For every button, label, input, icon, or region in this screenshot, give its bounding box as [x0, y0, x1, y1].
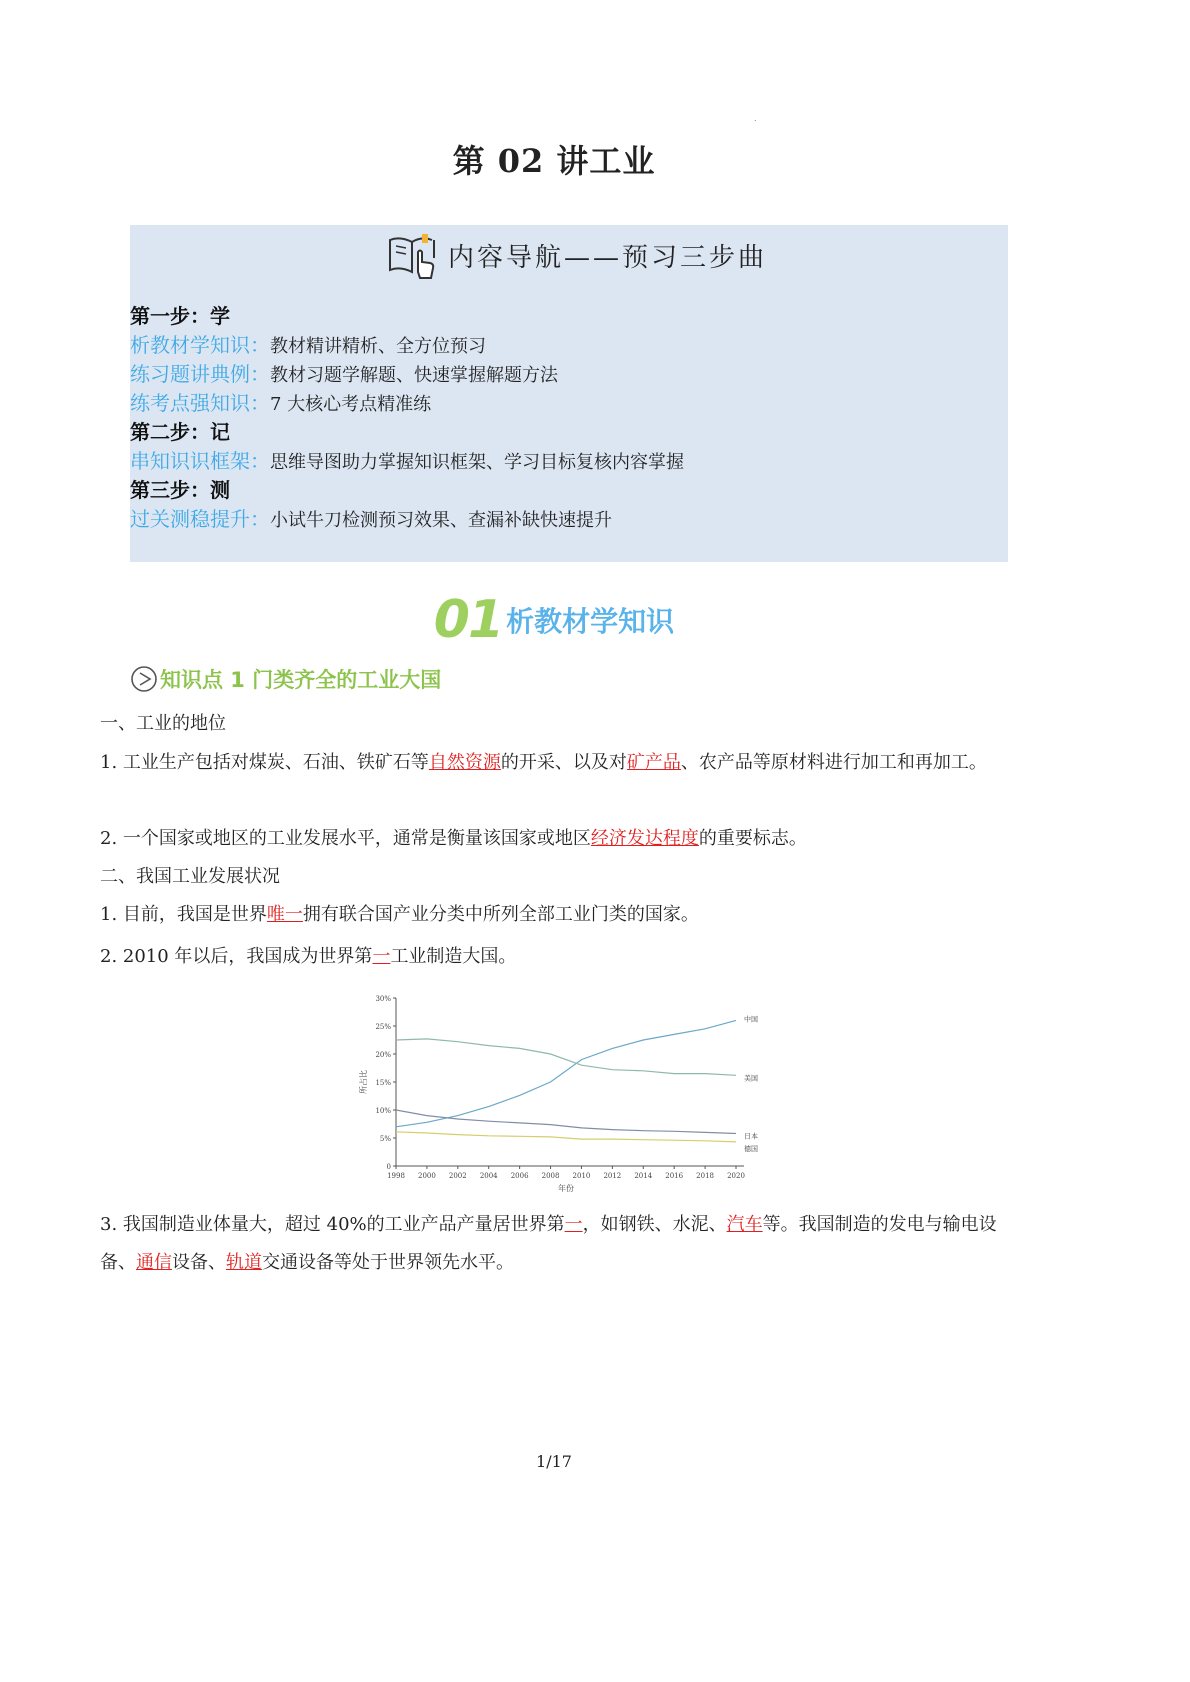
- x-tick-label: 2000: [417, 1172, 436, 1180]
- paragraph-1: 1. 工业生产包括对煤炭、石油、铁矿石等自然资源的开采、以及对矿产品、农产品等原材料进行加工和再加工。: [100, 752, 987, 773]
- series-label: 中国: [744, 1015, 758, 1024]
- paragraph-4: 2. 2010 年以后，我国成为世界第一工业制造大国。: [100, 946, 517, 967]
- page-number: 1/17: [536, 1452, 572, 1471]
- manufacturing-share-chart: [352, 990, 762, 1195]
- series-label: 日本: [744, 1132, 758, 1141]
- paragraph-5: 3. 我国制造业体量大，超过 40%的工业产品产量居世界第一，如钢铁、水泥、汽车等。我国制造的发电与输电设备、通信设备、轨道交通设备等处于世界领先水平。: [100, 1214, 997, 1273]
- y-tick-label: 10%: [375, 1107, 391, 1115]
- paragraph-2: 2. 一个国家或地区的工业发展水平，通常是衡量该国家或地区经济发达程度的重要标志。: [100, 828, 807, 849]
- series-line: [396, 1132, 736, 1142]
- page-dot: .: [754, 114, 757, 123]
- y-tick-label: 15%: [375, 1079, 391, 1087]
- nav-title: 内容导航——预习三步曲: [448, 242, 768, 273]
- x-axis-label: 年份: [558, 1184, 574, 1193]
- y-axis-label: 所占比: [359, 1070, 368, 1094]
- series-line: [396, 1110, 736, 1134]
- series-line: [396, 1039, 736, 1075]
- nav-item-2: 练习题讲典例：教材习题学解题、快速掌握解题方法: [130, 362, 558, 386]
- x-tick-label: 1998: [387, 1172, 405, 1180]
- series-label: 美国: [744, 1074, 758, 1083]
- nav-item-3: 练考点强知识：7 大核心考点精准练: [130, 391, 432, 415]
- knowledge-point-label: 知识点 1 门类齐全的工业大国: [160, 668, 442, 692]
- nav-item-5: 过关测稳提升：小试牛刀检测预习效果、查漏补缺快速提升: [130, 507, 612, 531]
- section-number: 01: [433, 590, 503, 650]
- x-tick-label: 2016: [665, 1172, 684, 1180]
- play-circle-icon: [130, 665, 158, 693]
- y-tick-label: 25%: [375, 1023, 391, 1031]
- x-tick-label: 2008: [541, 1172, 560, 1180]
- y-tick-label: 5%: [379, 1135, 391, 1143]
- heading-industry-status: 一、工业的地位: [100, 713, 226, 734]
- series-label: 德国: [744, 1144, 758, 1153]
- x-tick-label: 2002: [448, 1172, 467, 1180]
- nav-header: [386, 225, 767, 285]
- nav-step-1: 第一步：学: [130, 304, 230, 328]
- section-header: [0, 590, 1108, 650]
- content-nav-box: [130, 225, 1008, 562]
- x-tick-label: 2014: [634, 1172, 653, 1180]
- x-tick-label: 2006: [510, 1172, 529, 1180]
- book-click-icon: [386, 228, 440, 282]
- x-tick-label: 2010: [572, 1172, 591, 1180]
- x-tick-label: 2018: [696, 1172, 715, 1180]
- x-tick-label: 2004: [479, 1172, 498, 1180]
- paragraph-3: 1. 目前，我国是世界唯一拥有联合国产业分类中所列全部工业门类的国家。: [100, 904, 699, 925]
- x-tick-label: 2020: [727, 1172, 745, 1180]
- knowledge-point-header: [130, 664, 441, 694]
- y-tick-label: 20%: [375, 1051, 391, 1059]
- nav-step-3: 第三步：测: [130, 478, 230, 502]
- x-tick-label: 2012: [603, 1172, 622, 1180]
- y-tick-label: 0: [386, 1163, 391, 1171]
- page-title: 第 02 讲工业: [452, 142, 656, 180]
- nav-item-4: 串知识识框架：思维导图助力掌握知识框架、学习目标复核内容掌握: [130, 449, 684, 473]
- heading-china-industry: 二、我国工业发展状况: [100, 866, 280, 887]
- y-tick-label: 30%: [375, 995, 391, 1003]
- section-label: 析教材学知识: [506, 605, 675, 638]
- nav-item-1: 析教材学知识：教材精讲精析、全方位预习: [130, 333, 486, 357]
- nav-step-2: 第二步：记: [130, 420, 230, 444]
